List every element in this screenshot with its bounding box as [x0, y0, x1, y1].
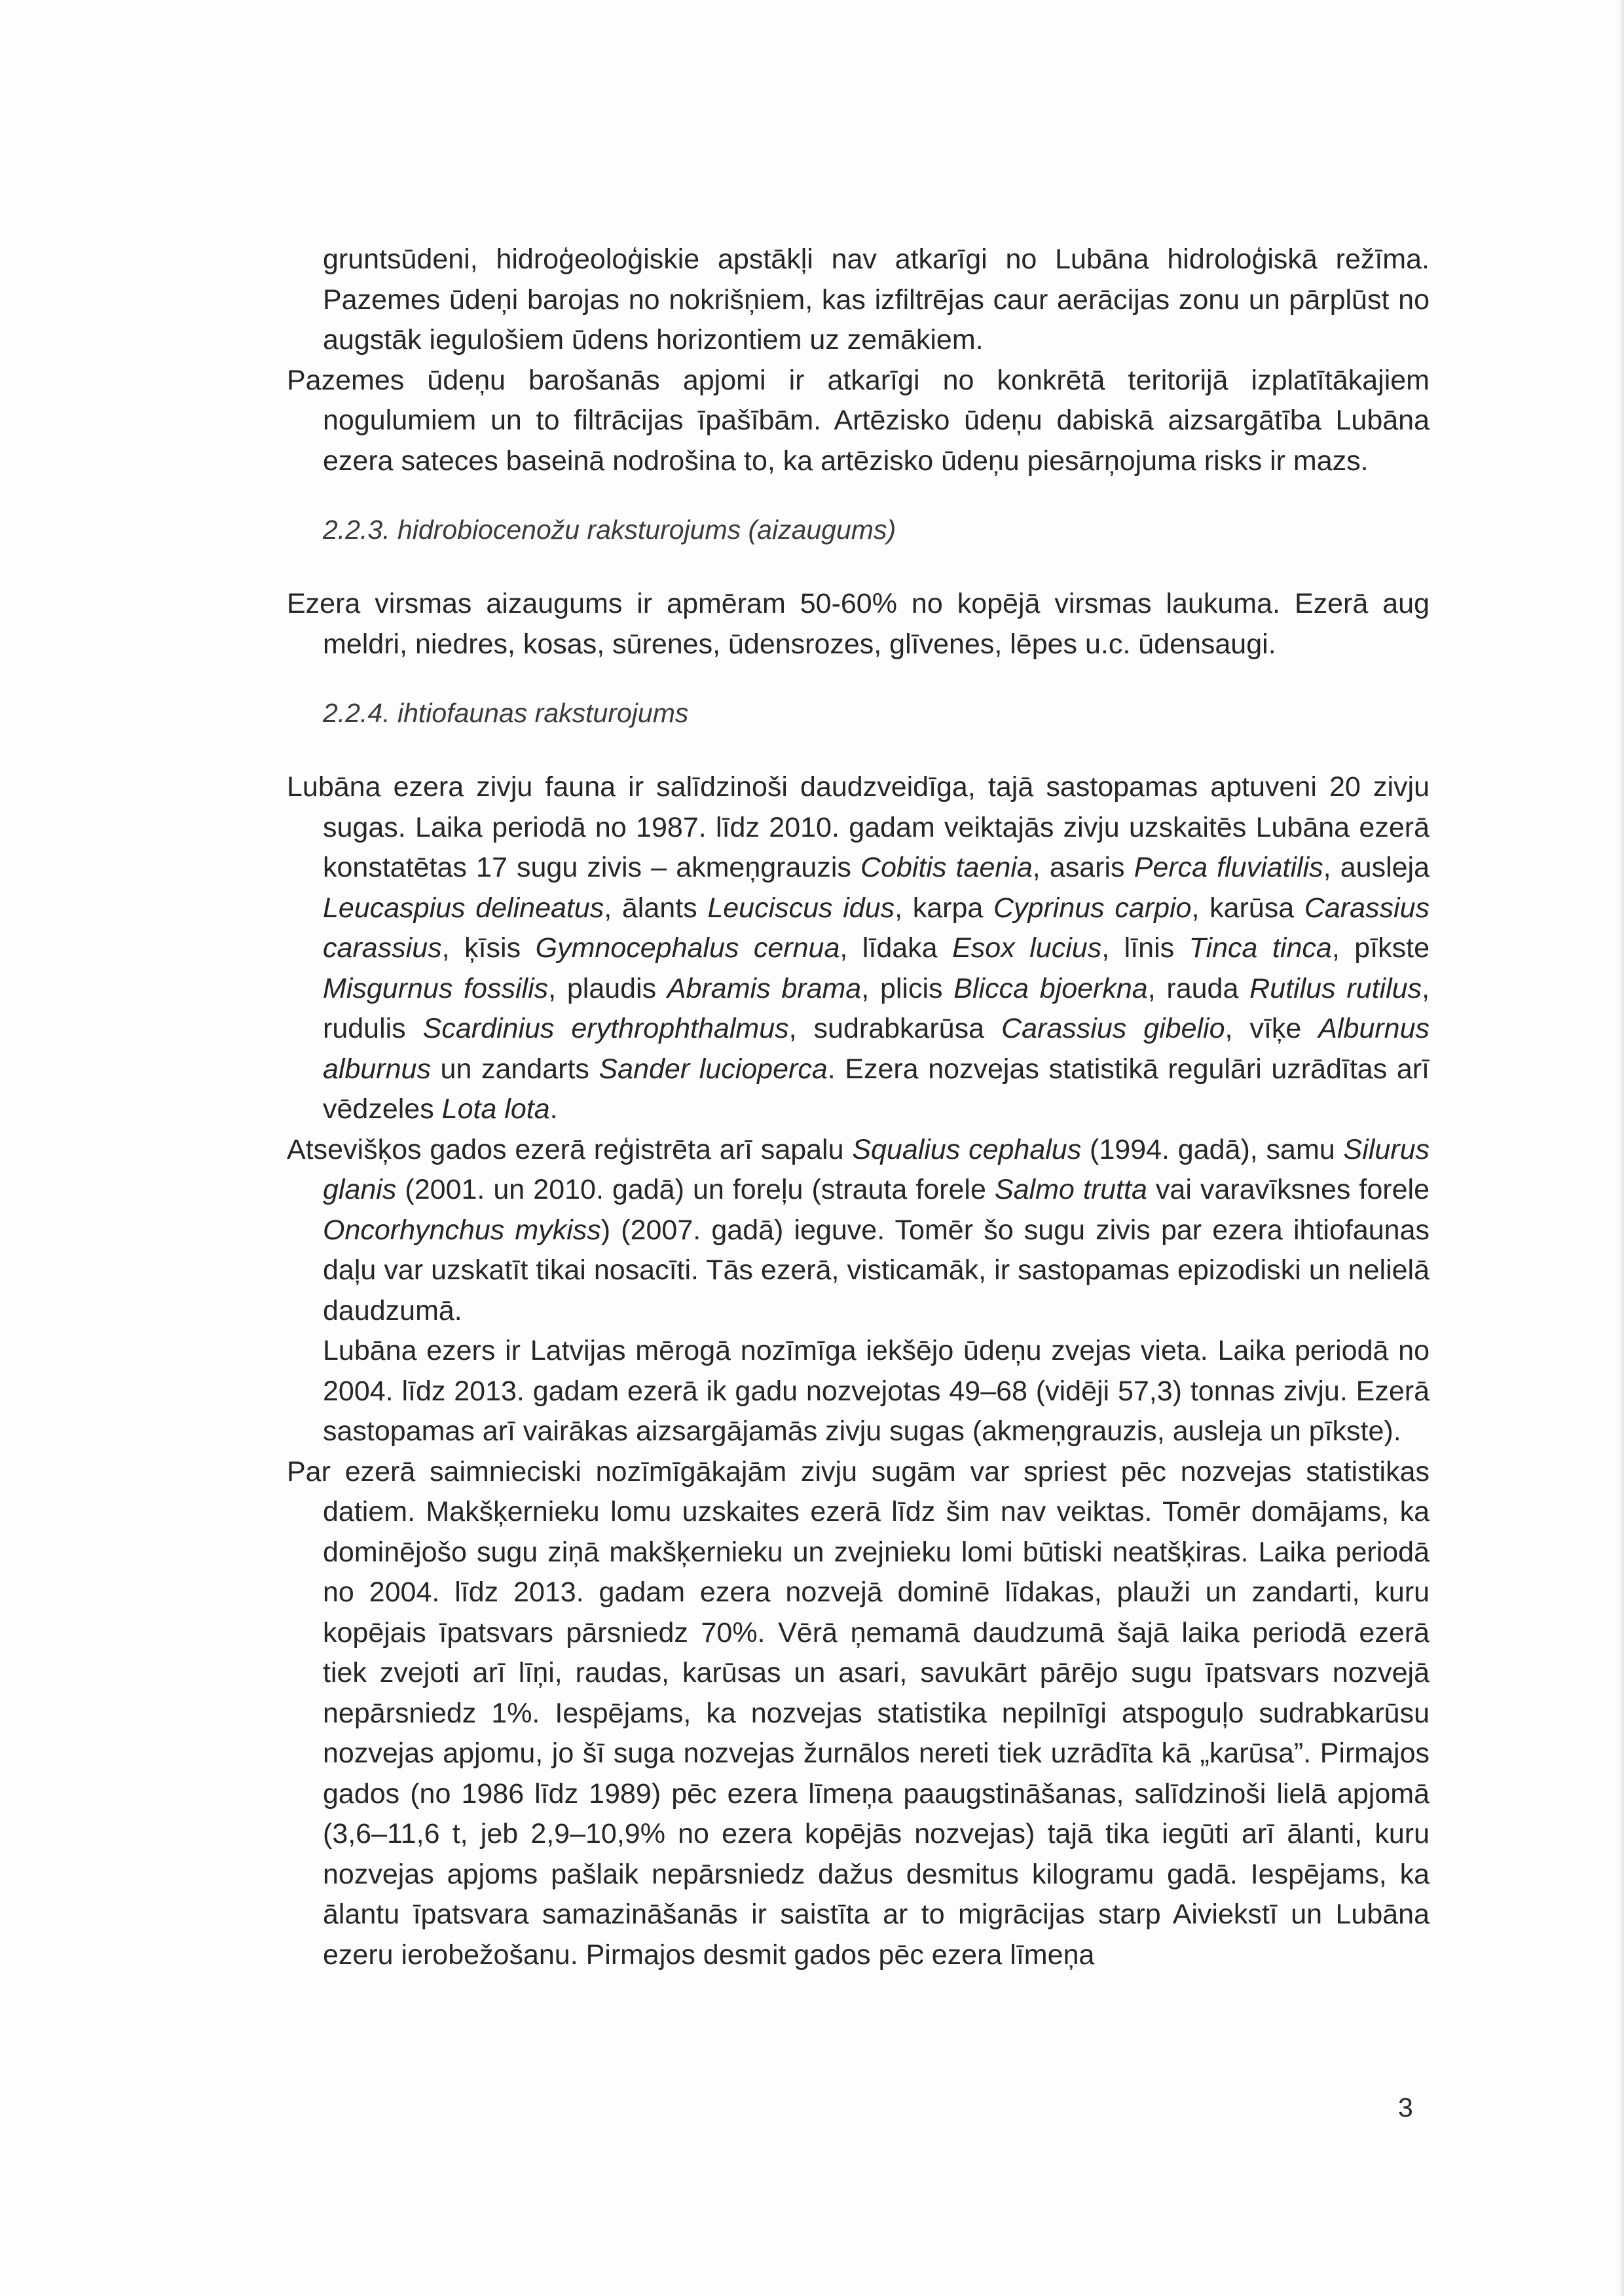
heading-ichthyofauna: 2.2.4. ihtiofaunas raksturojums — [323, 698, 689, 728]
species-name: Abramis brama — [667, 972, 862, 1004]
paragraph-rare-species: Atsevišķos gados ezerā reģistrēta arī sapalu Squalius cephalus (1994. gadā), samu Silurus glanis (2001. un 2010. gadā) un foreļu (strauta forele Salmo trutta vai varavīksnes forele Oncorhynchus mykiss) (2007. gadā) ieguve. Tomēr šo sugu zivis par ezera ihtiofaunas daļu var uzskatīt tikai nosacīti. Tās ezerā, visticamāk, ir sastopamas epizodiski un nelielā daudzumā. — [287, 1133, 1430, 1326]
paragraph-groundwater-conditions: gruntsūdeni, hidroģeoloģiskie apstākļi nav atkarīgi no Lubāna hidroloģiskā režīma. Pazemes ūdeņi barojas no nokrišņiem, kas izfiltrējas caur aerācijas zonu un pārplūst no augstāk iegulošiem ūdens horizontiem uz zemākiem. — [323, 244, 1430, 355]
species-name: Lota lota — [441, 1093, 550, 1125]
species-name: Salmo trutta — [994, 1174, 1147, 1205]
species-name: Blicca bjoerkna — [953, 972, 1148, 1004]
species-name: Rutilus rutilus — [1249, 972, 1422, 1004]
document-body — [287, 240, 1430, 1975]
species-name: Perca fluviatilis — [1134, 852, 1323, 883]
species-name: Carassius gibelio — [1001, 1013, 1225, 1044]
species-name: Carassius carassius — [323, 892, 1430, 964]
page-number: 3 — [1398, 2092, 1413, 2123]
species-name: Silurus glanis — [323, 1133, 1430, 1205]
species-name: Sander lucioperca — [599, 1053, 828, 1085]
species-name: Leuciscus idus — [707, 892, 895, 924]
paragraph-economic-species: Par ezerā saimnieciski nozīmīgākajām zivju sugām var spriest pēc nozvejas statistikas datiem. Makšķernieku lomu uzskaites ezerā līdz šim nav veiktas. Tomēr domājams, ka dominējošo sugu ziņā makšķernieku un zvejnieku lomi būtiski neatšķiras. Laika periodā no 2004. līdz 2013. gadam ezera nozvejā dominē līdakas, plauži un zandarti, kuru kopējais īpatsvars pārsniedz 70%. Vērā ņemamā daudzumā šajā laika periodā ezerā tiek zvejoti arī līņi, raudas, karūsas un asari, savukārt pārējo sugu īpatsvars nozvejā nepārsniedz 1%. Iespējams, ka nozvejas statistika nepilnīgi atspoguļo sudrabkarūsu nozvejas apjomu, jo šī suga nozvejas žurnālos nereti tiek uzrādīta kā „karūsa”. Pirmajos gados (no 1986 līdz 1989) pēc ezera līmeņa paaugstināšanas, salīdzinoši lielā apjomā (3,6–11,6 t, jeb 2,9–10,9% no ezera kopējās nozvejas) tajā tika iegūti arī ālanti, kuru nozvejas apjoms pašlaik nepārsniedz dažus desmitus kilogramu gadā. Iespējams, ka ālantu īpatsvara samazināšanās ir saistīta ar to migrācijas starp Aiviekstī un Lubāna ezeru ierobežošanu. Pirmajos desmit gados pēc ezera līmeņa — [287, 1455, 1430, 1971]
species-name: Oncorhynchus mykiss — [323, 1214, 601, 1246]
species-name: Gymnocephalus cernua — [535, 932, 840, 964]
species-name: Esox lucius — [952, 932, 1102, 964]
page-edge — [1620, 0, 1624, 2296]
species-name: Misgurnus fossilis — [323, 972, 549, 1004]
paragraph-groundwater-recharge: Pazemes ūdeņu barošanās apjomi ir atkarīgi no konkrētā teritorijā izplatītākajiem nogulumiem un to filtrācijas īpašībām. Artēzisko ūdeņu dabiskā aizsargātība Lubāna ezera sateces baseinā nodrošina to, ka artēzisko ūdeņu piesārņojuma risks ir mazs. — [287, 364, 1430, 477]
species-name: Cyprinus carpio — [993, 892, 1192, 924]
paragraph-fish-fauna: Lubāna ezera zivju fauna ir salīdzinoši daudzveidīga, tajā sastopamas aptuveni 20 zivju sugas. Laika periodā no 1987. līdz 2010. gadam veiktajās zivju uzskaitēs Lubāna ezerā konstatētas 17 sugu zivis – akmeņgrauzis Cobitis taenia, asaris Perca fluviatilis, ausleja Leucaspius delineatus, ālants Leuciscus idus, karpa Cyprinus carpio, karūsa Carassius carassius, ķīsis Gymnocephalus cernua, līdaka Esox lucius, līnis Tinca tinca, pīkste Misgurnus fossilis, plaudis Abramis brama, plicis Blicca bjoerkna, rauda Rutilus rutilus, rudulis Scardinius erythrophthalmus, sudrabkarūsa Carassius gibelio, vīķe Alburnus alburnus un zandarts Sander lucioperca. Ezera nozvejas statistikā regulāri uzrādītas arī vēdzeles Lota lota. — [287, 771, 1430, 1125]
species-name: Alburnus alburnus — [323, 1013, 1430, 1085]
heading-hydrobiocenosis: 2.2.3. hidrobiocenožu raksturojums (aizaugums) — [323, 515, 896, 545]
species-name: Tinca tinca — [1189, 932, 1332, 964]
species-name: Cobitis taenia — [860, 852, 1033, 883]
paragraph-overgrowth: Ezera virsmas aizaugums ir apmēram 50-60% no kopējā virsmas laukuma. Ezerā aug meldri, niedres, kosas, sūrenes, ūdensrozes, glīvenes, lēpes u.c. ūdensaugi. — [287, 588, 1430, 660]
species-name: Leucaspius delineatus — [323, 892, 604, 924]
species-name: Scardinius erythrophthalmus — [422, 1013, 789, 1044]
species-name: Squalius cephalus — [852, 1133, 1082, 1165]
paragraph-fishing-site: Lubāna ezers ir Latvijas mērogā nozīmīga iekšējo ūdeņu zvejas vieta. Laika periodā no 2004. līdz 2013. gadam ezerā ik gadu nozvejotas 49–68 (vidēji 57,3) tonnas zivju. Ezerā sastopamas arī vairākas aizsargājamās zivju sugas (akmeņgrauzis, ausleja un pīkste). — [323, 1335, 1430, 1447]
